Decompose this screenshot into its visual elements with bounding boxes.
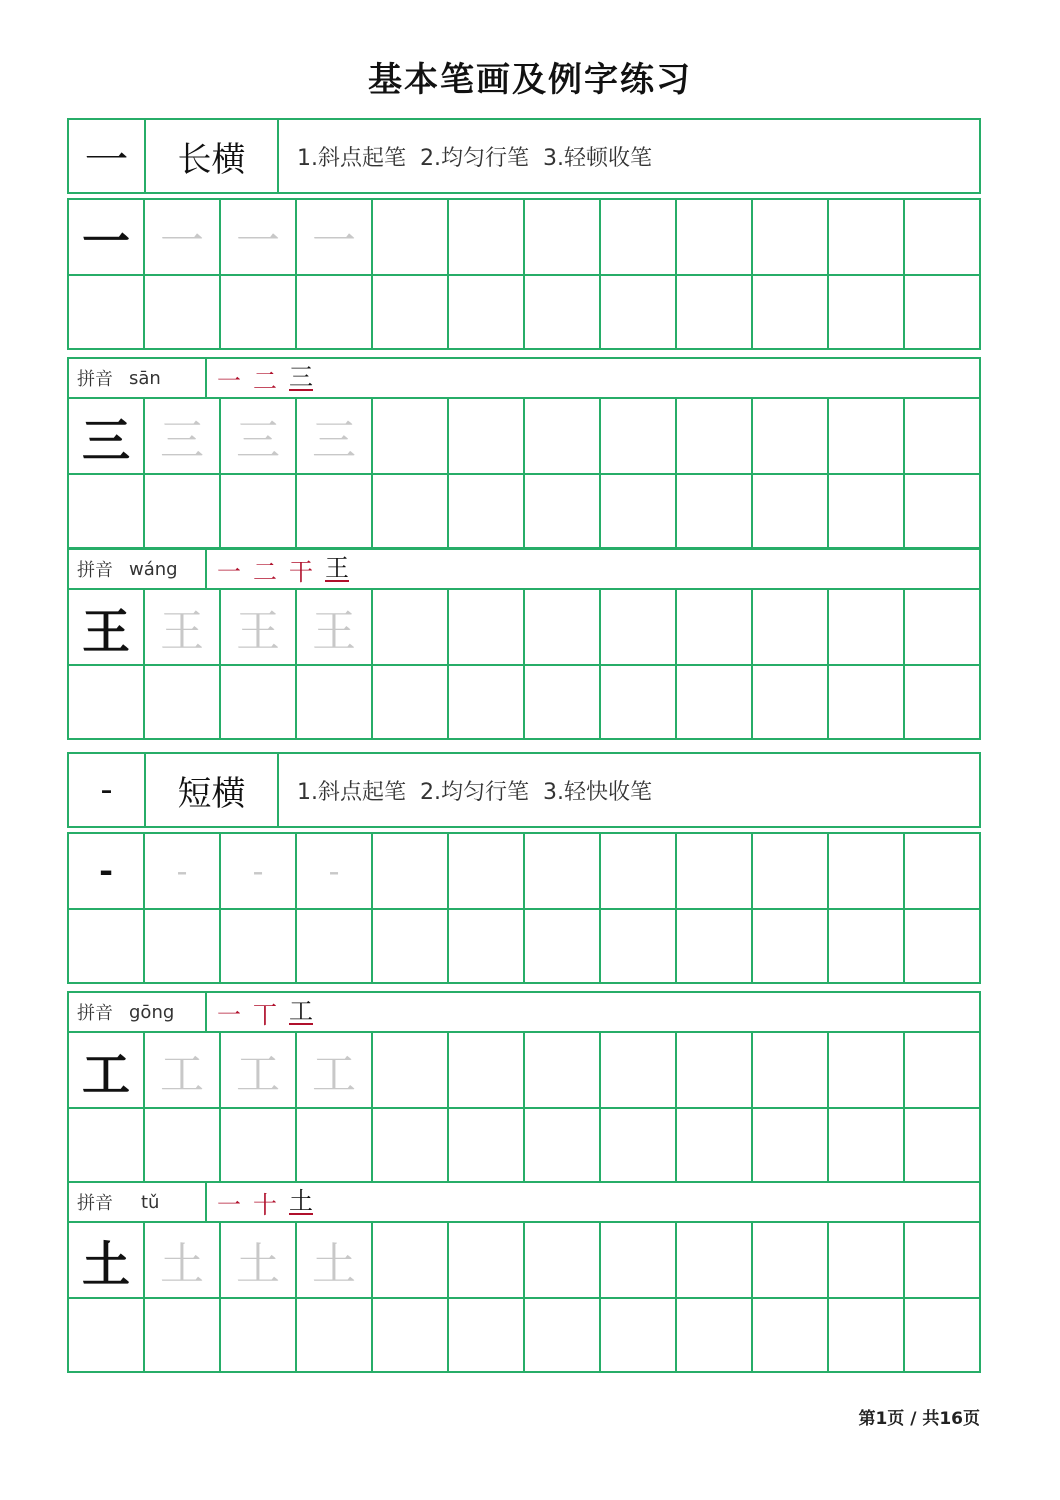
stroke-name: 短横 — [177, 773, 246, 814]
model-char: 一 — [81, 213, 130, 270]
pinyin-label: 拼音 — [77, 560, 113, 581]
stroke-order — [217, 359, 325, 397]
practice-grid — [67, 832, 981, 984]
pinyin-row — [67, 991, 981, 1033]
stroke-char: - — [100, 770, 113, 810]
pinyin-value: tǔ — [141, 1191, 160, 1213]
stroke-order — [217, 993, 325, 1031]
model-char: 三 — [81, 412, 130, 469]
order-step: 三 — [289, 363, 313, 391]
pinyin-label: 拼音 — [77, 1003, 113, 1024]
model-char: 王 — [81, 603, 130, 660]
trace-char: 三 — [236, 415, 280, 466]
trace-char: 王 — [312, 606, 356, 657]
pinyin-label: 拼音 — [77, 369, 113, 390]
model-char: - — [98, 851, 114, 891]
stroke-order — [217, 550, 361, 588]
practice-grid — [67, 198, 981, 350]
stroke-char: 一 — [84, 135, 129, 186]
order-step: 一 — [217, 557, 241, 586]
order-step: 一 — [217, 1000, 241, 1029]
order-step: 二 — [253, 366, 277, 395]
page-title: 基本笔画及例字练习 — [368, 60, 692, 100]
stroke-header-long-horizontal — [67, 118, 981, 194]
order-step: 一 — [217, 366, 241, 395]
order-step: 王 — [325, 554, 349, 582]
trace-char: 工 — [236, 1049, 280, 1100]
trace-char: 土 — [236, 1239, 280, 1290]
pinyin-value: sān — [129, 367, 161, 389]
trace-char: - — [252, 852, 264, 890]
order-step: 工 — [289, 997, 313, 1025]
order-step: 丅 — [253, 1000, 277, 1029]
pinyin-row — [67, 357, 981, 399]
stroke-order — [217, 1183, 325, 1221]
pinyin-label: 拼音 — [77, 1193, 113, 1214]
pinyin-row — [67, 1181, 981, 1223]
trace-char: 土 — [160, 1239, 204, 1290]
stroke-header-short-horizontal — [67, 752, 981, 828]
trace-char: - — [328, 852, 340, 890]
trace-char: 王 — [236, 606, 280, 657]
practice-grid — [67, 1221, 981, 1373]
trace-char: 三 — [312, 415, 356, 466]
pinyin-value: wáng — [129, 558, 178, 580]
trace-char: - — [176, 852, 188, 890]
order-step: 一 — [217, 1190, 241, 1219]
trace-char: 一 — [236, 216, 280, 267]
trace-char: 土 — [312, 1239, 356, 1290]
stroke-name: 长横 — [177, 139, 246, 180]
order-step: 十 — [253, 1190, 277, 1219]
trace-char: 三 — [160, 415, 204, 466]
order-step: 干 — [289, 557, 313, 586]
trace-char: 一 — [312, 216, 356, 267]
stroke-tips: 1.斜点起笔 2.均匀行笔 3.轻快收笔 — [297, 779, 652, 805]
page-footer: 第1页 / 共16页 — [858, 1409, 980, 1429]
practice-grid — [67, 397, 981, 549]
model-char: 土 — [81, 1236, 130, 1293]
practice-grid — [67, 1031, 981, 1183]
pinyin-value: gōng — [129, 1001, 175, 1023]
stroke-tips: 1.斜点起笔 2.均匀行笔 3.轻顿收笔 — [297, 145, 652, 171]
order-step: 二 — [253, 557, 277, 586]
trace-char: 工 — [160, 1049, 204, 1100]
practice-grid — [67, 588, 981, 740]
order-step: 土 — [289, 1187, 313, 1215]
trace-char: 工 — [312, 1049, 356, 1100]
trace-char: 王 — [160, 606, 204, 657]
model-char: 工 — [81, 1046, 130, 1103]
trace-char: 一 — [160, 216, 204, 267]
pinyin-row — [67, 548, 981, 590]
